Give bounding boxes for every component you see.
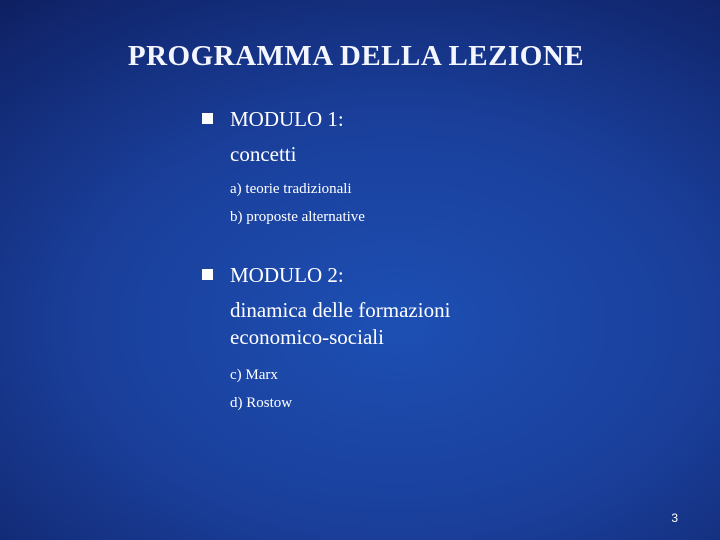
module-1-item: b) proposte alternative xyxy=(230,209,365,225)
module-2-heading: MODULO 2: xyxy=(230,263,344,287)
module-1-heading: MODULO 1: xyxy=(230,107,344,131)
module-2-item: c) Marx xyxy=(230,367,278,383)
module-2-subtitle: economico-sociali xyxy=(230,325,384,349)
slide-title: PROGRAMMA DELLA LEZIONE xyxy=(127,40,585,72)
module-2-subtitle: dinamica delle formazioni xyxy=(230,298,451,322)
module-1-item: a) teorie tradizionali xyxy=(230,181,352,197)
bullet-square-icon xyxy=(202,269,213,280)
module-1-subtitle: concetti xyxy=(230,142,297,166)
bullet-square-icon xyxy=(202,113,213,124)
page-number: 3 xyxy=(671,511,678,525)
module-2-item: d) Rostow xyxy=(230,395,293,411)
